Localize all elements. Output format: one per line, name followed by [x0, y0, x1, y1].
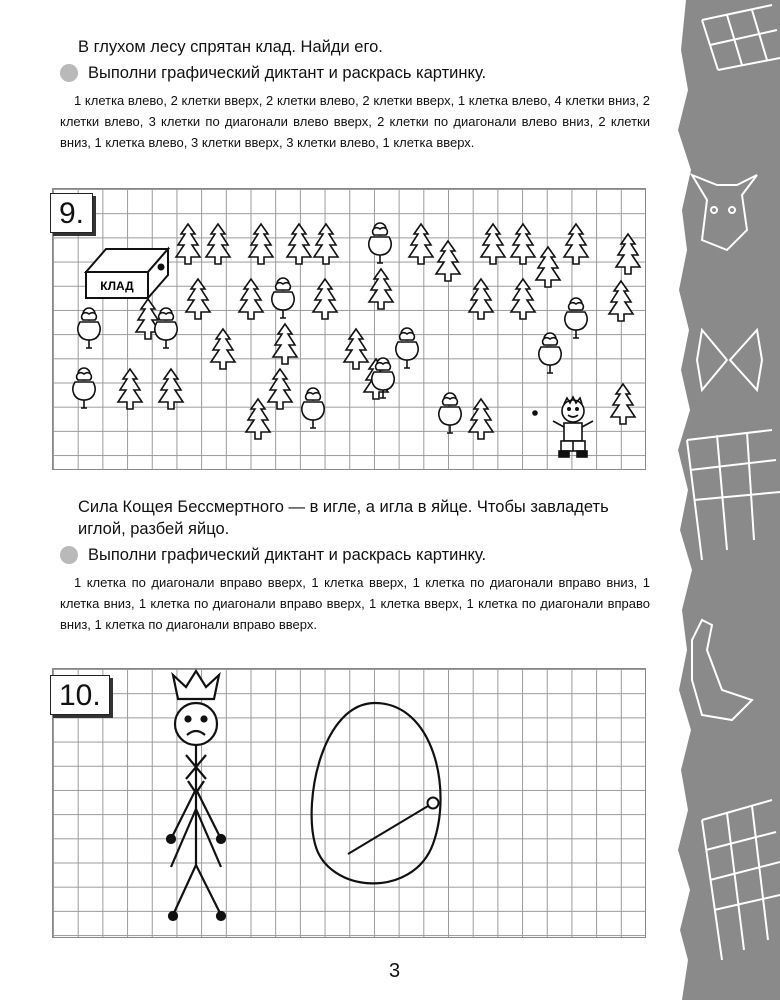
task9-grid[interactable] [52, 188, 646, 470]
task9-instruction-line [60, 62, 650, 84]
page-number: 3 [389, 960, 401, 982]
task10-instruction: Выполни графический диктант и раскрась картинку. [88, 546, 487, 564]
task9-instruction: Выполни графический диктант и раскрась картинку. [88, 64, 487, 82]
task10-dictation: 1 клетка по диагонали вправо вверх, 1 клетка вверх, 1 клетка по диагонали вправо вниз, 1 клетка вниз, 1 клетка по диагонали вправо вверх, 1 клетка вверх, 1 клетка по диагонали вправо вниз, 1 клетка по диагонали вправо вверх. [60, 575, 650, 632]
task9-intro: В глухом лесу спрятан клад. Найди его. [78, 38, 383, 56]
koschei-figure-icon [167, 671, 225, 915]
task10-artwork [53, 669, 645, 937]
task10-number: 10. [50, 675, 110, 715]
bullet-icon [60, 64, 78, 82]
task9-artwork [53, 189, 645, 469]
tree-icon [118, 224, 640, 439]
task9-number: 9. [50, 193, 93, 233]
bullet-icon [60, 546, 78, 564]
egg-icon [312, 703, 441, 883]
treasure-chest-icon [86, 249, 168, 298]
task10-instruction-line [60, 544, 650, 566]
boy-figure-icon [533, 397, 593, 457]
needle-icon [348, 798, 439, 855]
task10-intro: Сила Кощея Бессмертного — в игле, а игла в яйце. Чтобы завладеть иглой, разбей яйцо. [78, 498, 609, 538]
chest-label: КЛАД [100, 279, 134, 293]
side-decoration-icon [672, 0, 780, 1000]
task9-dictation: 1 клетка влево, 2 клетки вверх, 2 клетки влево, 2 клетки вверх, 1 клетка влево, 4 клетки вниз, 2 клетки влево, 3 клетки по диагонали влево вверх, 2 клетки по диагонали влево вниз, 2 клетки вниз, 1 клетка влево, 3 клетки вверх, 3 клетки влево, 1 клетка вверх. [60, 93, 650, 150]
task10-grid[interactable] [52, 668, 646, 938]
